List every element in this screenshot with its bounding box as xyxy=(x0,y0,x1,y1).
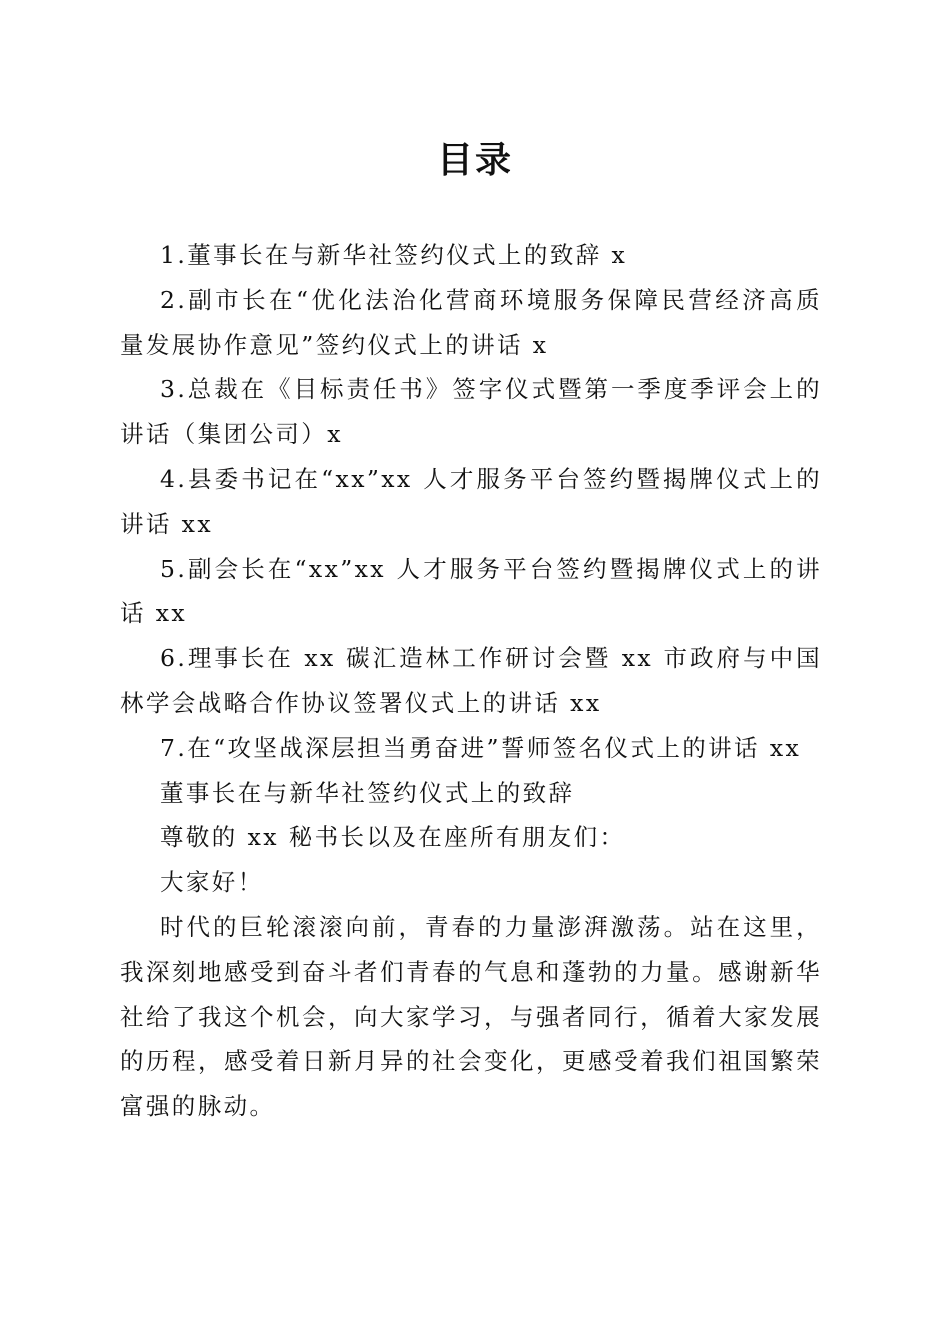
toc-item-3: 3.总裁在《目标责任书》签字仪式暨第一季度季评会上的讲话（集团公司）x xyxy=(120,375,822,449)
toc-item-1: 1.董事长在与新华社签约仪式上的致辞 x xyxy=(160,241,628,269)
document-body xyxy=(120,233,822,1129)
speech-greeting: 大家好！ xyxy=(160,868,264,897)
page-title: 目录 xyxy=(436,139,513,181)
speech-salutation: 尊敬的 xx 秘书长以及在座所有朋友们： xyxy=(160,823,626,852)
speech-paragraph: 时代的巨轮滚滚向前，青春的力量澎湃激荡。站在这里，我深刻地感受到奋斗者们青春的气息和蓬勃的力量。感谢新华社给了我这个机会，向大家学习，与强者同行，循着大家发展的历程，感受着日新月异的社会变化，更感受着我们祖国繁荣富强的脉动。 xyxy=(120,912,822,1121)
toc-item-4: 4.县委书记在“xx”xx 人才服务平台签约暨揭牌仪式上的讲话 xx xyxy=(120,464,822,538)
speech-heading: 董事长在与新华社签约仪式上的致辞 xyxy=(160,778,575,807)
toc-item-7: 7.在“攻坚战深层担当勇奋进”誓师签名仪式上的讲话 xx xyxy=(160,733,802,762)
toc-item-6: 6.理事长在 xx 碳汇造林工作研讨会暨 xx 市政府与中国林学会战略合作协议签署仪式上的讲话 xx xyxy=(120,644,822,717)
toc-item-2: 2.副市长在“优化法治化营商环境服务保障民营经济高质量发展协作意见”签约仪式上的讲话 x xyxy=(120,285,822,359)
toc-item-5: 5.副会长在“xx”xx 人才服务平台签约暨揭牌仪式上的讲话 xx xyxy=(120,554,822,628)
